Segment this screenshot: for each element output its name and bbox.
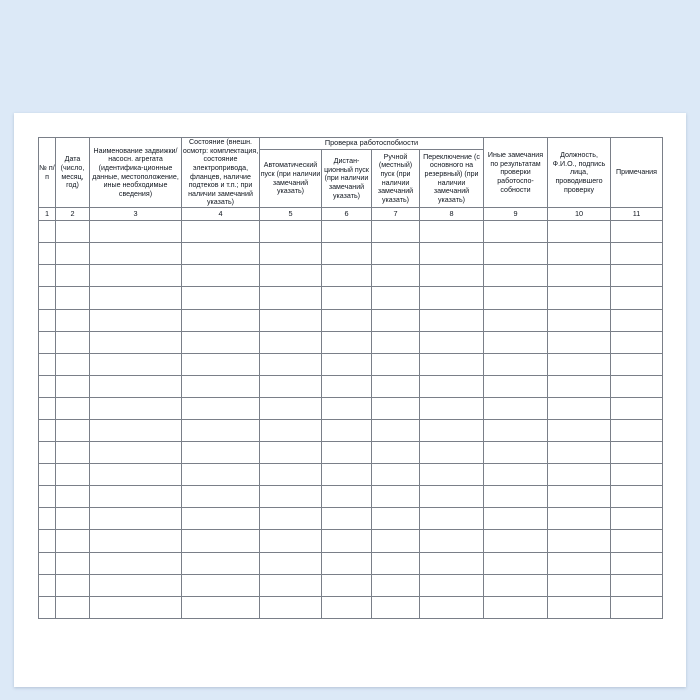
table-row[interactable] — [39, 419, 663, 441]
table-cell[interactable] — [611, 287, 663, 309]
table-cell[interactable] — [548, 464, 611, 486]
table-cell[interactable] — [322, 265, 372, 287]
table-cell[interactable] — [56, 419, 90, 441]
table-row[interactable] — [39, 552, 663, 574]
column-header-1: № п/п — [39, 138, 56, 208]
column-number-5: 5 — [260, 208, 322, 221]
table-cell[interactable] — [611, 309, 663, 331]
table-cell[interactable] — [39, 552, 56, 574]
table-cell[interactable] — [90, 287, 182, 309]
table-cell[interactable] — [372, 419, 420, 441]
table-cell[interactable] — [322, 221, 372, 243]
table-cell[interactable] — [260, 375, 322, 397]
table-cell[interactable] — [611, 375, 663, 397]
table-cell[interactable] — [484, 309, 548, 331]
table-cell[interactable] — [260, 221, 322, 243]
table-cell[interactable] — [90, 530, 182, 552]
table-cell[interactable] — [39, 419, 56, 441]
table-cell[interactable] — [611, 353, 663, 375]
table-cell[interactable] — [548, 265, 611, 287]
column-number-11: 11 — [611, 208, 663, 221]
table-cell[interactable] — [372, 442, 420, 464]
table-cell[interactable] — [420, 419, 484, 441]
table-cell[interactable] — [322, 508, 372, 530]
column-header-8: Переключение (с основного на резервный) (при наличии замечаний указать) — [420, 150, 484, 208]
table-cell[interactable] — [484, 508, 548, 530]
table-cell[interactable] — [260, 397, 322, 419]
table-cell[interactable] — [90, 419, 182, 441]
table-cell[interactable] — [182, 552, 260, 574]
table-cell[interactable] — [56, 508, 90, 530]
table-cell[interactable] — [548, 508, 611, 530]
table-cell[interactable] — [372, 508, 420, 530]
table-cell[interactable] — [39, 221, 56, 243]
table-cell[interactable] — [548, 574, 611, 596]
table-cell[interactable] — [90, 442, 182, 464]
table-cell[interactable] — [420, 265, 484, 287]
table-cell[interactable] — [39, 309, 56, 331]
table-cell[interactable] — [484, 530, 548, 552]
table-cell[interactable] — [372, 486, 420, 508]
column-header-2: Дата (число, месяц, год) — [56, 138, 90, 208]
table-cell[interactable] — [484, 331, 548, 353]
table-row[interactable] — [39, 243, 663, 265]
table-cell[interactable] — [39, 397, 56, 419]
table-cell[interactable] — [420, 287, 484, 309]
table-row[interactable] — [39, 442, 663, 464]
table-cell[interactable] — [611, 265, 663, 287]
table-cell[interactable] — [420, 574, 484, 596]
table-cell[interactable] — [90, 309, 182, 331]
table-cell[interactable] — [372, 375, 420, 397]
table-row[interactable] — [39, 574, 663, 596]
table-cell[interactable] — [90, 243, 182, 265]
column-header-10: Должность, Ф.И.О., подпись лица, проводившего проверку — [548, 138, 611, 208]
table-cell[interactable] — [260, 508, 322, 530]
table-cell[interactable] — [56, 221, 90, 243]
table-row[interactable] — [39, 331, 663, 353]
table-cell[interactable] — [182, 442, 260, 464]
table-cell[interactable] — [182, 309, 260, 331]
table-cell[interactable] — [484, 596, 548, 618]
table-cell[interactable] — [260, 353, 322, 375]
table-row[interactable] — [39, 486, 663, 508]
table-cell[interactable] — [611, 574, 663, 596]
table-cell[interactable] — [260, 552, 322, 574]
table-row[interactable] — [39, 375, 663, 397]
column-number-9: 9 — [484, 208, 548, 221]
table-cell[interactable] — [372, 574, 420, 596]
table-cell[interactable] — [322, 419, 372, 441]
table-cell[interactable] — [56, 596, 90, 618]
column-number-3: 3 — [90, 208, 182, 221]
table-cell[interactable] — [548, 331, 611, 353]
table-cell[interactable] — [56, 552, 90, 574]
table-cell[interactable] — [548, 287, 611, 309]
table-cell[interactable] — [182, 287, 260, 309]
table-cell[interactable] — [322, 596, 372, 618]
table-row[interactable] — [39, 596, 663, 618]
table-cell[interactable] — [548, 375, 611, 397]
table-cell[interactable] — [39, 375, 56, 397]
table-cell[interactable] — [56, 243, 90, 265]
table-cell[interactable] — [322, 397, 372, 419]
table-cell[interactable] — [322, 243, 372, 265]
table-cell[interactable] — [484, 353, 548, 375]
table-cell[interactable] — [39, 331, 56, 353]
table-cell[interactable] — [39, 596, 56, 618]
column-header-3: Наименование задвижки/ насосн. агрегата (идентифика-ционные данные, местоположение, иные необходимые сведения) — [90, 138, 182, 208]
table-cell[interactable] — [260, 419, 322, 441]
table-cell[interactable] — [484, 287, 548, 309]
table-row[interactable] — [39, 508, 663, 530]
table-cell[interactable] — [90, 508, 182, 530]
table-cell[interactable] — [548, 530, 611, 552]
table-cell[interactable] — [182, 464, 260, 486]
table-cell[interactable] — [90, 331, 182, 353]
table-cell[interactable] — [484, 221, 548, 243]
table-cell[interactable] — [372, 309, 420, 331]
table-cell[interactable] — [39, 486, 56, 508]
document-page — [14, 113, 686, 687]
table-cell[interactable] — [420, 486, 484, 508]
table-cell[interactable] — [372, 530, 420, 552]
table-cell[interactable] — [611, 397, 663, 419]
table-row[interactable] — [39, 530, 663, 552]
table-row[interactable] — [39, 309, 663, 331]
table-cell[interactable] — [420, 530, 484, 552]
table-cell[interactable] — [56, 287, 90, 309]
table-cell[interactable] — [548, 243, 611, 265]
group-header-performance-check: Проверка работоспобиости — [260, 138, 484, 150]
table-cell[interactable] — [420, 552, 484, 574]
table-cell[interactable] — [611, 508, 663, 530]
table-cell[interactable] — [548, 486, 611, 508]
column-header-11: Примечания — [611, 138, 663, 208]
table-row[interactable] — [39, 221, 663, 243]
table-cell[interactable] — [548, 397, 611, 419]
table-cell[interactable] — [322, 353, 372, 375]
table-cell[interactable] — [182, 353, 260, 375]
table-cell[interactable] — [56, 331, 90, 353]
table-cell[interactable] — [611, 331, 663, 353]
table-cell[interactable] — [372, 397, 420, 419]
table-cell[interactable] — [372, 331, 420, 353]
table-cell[interactable] — [611, 419, 663, 441]
table-cell[interactable] — [90, 221, 182, 243]
table-cell[interactable] — [182, 530, 260, 552]
table-cell[interactable] — [90, 397, 182, 419]
table-cell[interactable] — [260, 596, 322, 618]
table-cell[interactable] — [182, 397, 260, 419]
table-cell[interactable] — [260, 331, 322, 353]
table-cell[interactable] — [182, 419, 260, 441]
table-cell[interactable] — [260, 530, 322, 552]
table-cell[interactable] — [548, 309, 611, 331]
column-number-6: 6 — [322, 208, 372, 221]
table-cell[interactable] — [322, 530, 372, 552]
table-row[interactable] — [39, 397, 663, 419]
table-cell[interactable] — [56, 397, 90, 419]
table-cell[interactable] — [548, 552, 611, 574]
table-cell[interactable] — [260, 309, 322, 331]
table-cell[interactable] — [420, 331, 484, 353]
table-cell[interactable] — [322, 287, 372, 309]
column-header-4: Состояние (внешн. осмотр: комплектация, состояние электропривода, фланцев, наличие подтеков и т.п.; при наличии замечаний указать) — [182, 138, 259, 207]
table-cell[interactable] — [484, 442, 548, 464]
table-cell[interactable] — [420, 596, 484, 618]
column-number-1: 1 — [39, 208, 56, 221]
table-cell[interactable] — [56, 265, 90, 287]
table-cell[interactable] — [56, 464, 90, 486]
column-number-4: 4 — [182, 208, 260, 221]
table-cell[interactable] — [39, 574, 56, 596]
table-cell[interactable] — [182, 486, 260, 508]
table-cell[interactable] — [420, 464, 484, 486]
table-cell[interactable] — [611, 221, 663, 243]
table-cell[interactable] — [322, 552, 372, 574]
table-cell[interactable] — [484, 375, 548, 397]
table-cell[interactable] — [548, 353, 611, 375]
table-cell[interactable] — [90, 265, 182, 287]
table-cell[interactable] — [90, 486, 182, 508]
table-cell[interactable] — [39, 530, 56, 552]
table-cell[interactable] — [372, 552, 420, 574]
table-cell[interactable] — [260, 287, 322, 309]
table-cell[interactable] — [90, 464, 182, 486]
table-cell[interactable] — [56, 375, 90, 397]
column-number-10: 10 — [548, 208, 611, 221]
table-cell[interactable] — [182, 574, 260, 596]
table-cell[interactable] — [372, 221, 420, 243]
table-cell[interactable] — [260, 486, 322, 508]
table-cell[interactable] — [420, 309, 484, 331]
column-header-6: Дистан-ционный пуск (при наличии замечаний указать) — [322, 150, 372, 208]
table-cell[interactable] — [420, 442, 484, 464]
table-cell[interactable] — [372, 464, 420, 486]
column-number-7: 7 — [372, 208, 420, 221]
table-cell[interactable] — [611, 530, 663, 552]
table-cell[interactable] — [484, 419, 548, 441]
table-cell[interactable] — [484, 574, 548, 596]
table-cell[interactable] — [56, 486, 90, 508]
table-cell[interactable] — [548, 596, 611, 618]
table-cell[interactable] — [90, 552, 182, 574]
table-cell[interactable] — [39, 265, 56, 287]
table-cell[interactable] — [260, 464, 322, 486]
table-cell[interactable] — [420, 353, 484, 375]
table-cell[interactable] — [56, 574, 90, 596]
table-cell[interactable] — [420, 221, 484, 243]
table-cell[interactable] — [56, 353, 90, 375]
table-row[interactable] — [39, 464, 663, 486]
table-cell[interactable] — [322, 486, 372, 508]
table-row[interactable] — [39, 287, 663, 309]
table-group-header-row — [39, 138, 663, 150]
table-cell[interactable] — [39, 442, 56, 464]
table-cell[interactable] — [182, 221, 260, 243]
table-cell[interactable] — [322, 331, 372, 353]
journal-table-container — [38, 137, 662, 619]
table-cell[interactable] — [420, 243, 484, 265]
column-header-5: Автоматический пуск (при наличии замечаний указать) — [260, 150, 322, 208]
table-cell[interactable] — [484, 243, 548, 265]
table-cell[interactable] — [322, 464, 372, 486]
journal-table — [38, 137, 663, 619]
table-cell[interactable] — [56, 309, 90, 331]
table-cell[interactable] — [322, 574, 372, 596]
table-cell[interactable] — [322, 375, 372, 397]
table-cell[interactable] — [548, 419, 611, 441]
table-cell[interactable] — [611, 442, 663, 464]
column-header-7: Ручной (местный) пуск (при наличии замечаний указать) — [372, 150, 420, 208]
table-cell[interactable] — [611, 486, 663, 508]
table-cell[interactable] — [548, 221, 611, 243]
table-cell[interactable] — [90, 375, 182, 397]
table-cell[interactable] — [484, 265, 548, 287]
table-cell[interactable] — [372, 287, 420, 309]
table-cell[interactable] — [372, 243, 420, 265]
table-cell[interactable] — [39, 508, 56, 530]
table-cell[interactable] — [420, 375, 484, 397]
table-cell[interactable] — [322, 309, 372, 331]
table-cell[interactable] — [484, 552, 548, 574]
table-cell[interactable] — [260, 574, 322, 596]
table-cell[interactable] — [39, 353, 56, 375]
table-cell[interactable] — [420, 397, 484, 419]
table-cell[interactable] — [372, 596, 420, 618]
table-column-number-row — [39, 208, 663, 221]
table-cell[interactable] — [260, 265, 322, 287]
column-number-8: 8 — [420, 208, 484, 221]
table-cell[interactable] — [484, 464, 548, 486]
table-cell[interactable] — [548, 442, 611, 464]
table-cell[interactable] — [611, 596, 663, 618]
table-cell[interactable] — [90, 353, 182, 375]
table-cell[interactable] — [372, 353, 420, 375]
table-cell[interactable] — [39, 464, 56, 486]
table-cell[interactable] — [611, 552, 663, 574]
table-cell[interactable] — [322, 442, 372, 464]
table-cell[interactable] — [484, 486, 548, 508]
table-cell[interactable] — [182, 243, 260, 265]
table-cell[interactable] — [90, 574, 182, 596]
table-cell[interactable] — [56, 442, 90, 464]
table-cell[interactable] — [182, 331, 260, 353]
table-cell[interactable] — [182, 265, 260, 287]
table-cell[interactable] — [39, 243, 56, 265]
table-cell[interactable] — [182, 375, 260, 397]
table-cell[interactable] — [611, 464, 663, 486]
column-number-2: 2 — [56, 208, 90, 221]
table-cell[interactable] — [484, 397, 548, 419]
column-header-9: Иные замечания по результатам проверки работоспо-собности — [484, 138, 548, 208]
table-cell[interactable] — [182, 508, 260, 530]
table-row[interactable] — [39, 353, 663, 375]
table-cell[interactable] — [56, 530, 90, 552]
table-cell[interactable] — [90, 596, 182, 618]
journal-empty-rows — [39, 221, 663, 619]
table-cell[interactable] — [372, 265, 420, 287]
table-cell[interactable] — [420, 508, 484, 530]
table-row[interactable] — [39, 265, 663, 287]
table-cell[interactable] — [611, 243, 663, 265]
table-cell[interactable] — [260, 243, 322, 265]
table-cell[interactable] — [182, 596, 260, 618]
table-cell[interactable] — [260, 442, 322, 464]
table-cell[interactable] — [39, 287, 56, 309]
